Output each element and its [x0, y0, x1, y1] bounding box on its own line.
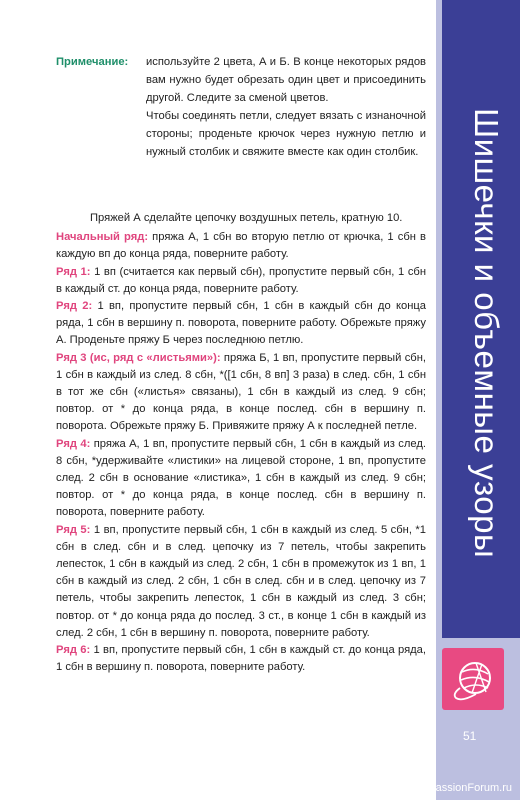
intro-text: Пряжей А сделайте цепочку воздушных петель, кратную 10.: [90, 212, 403, 224]
row-label: Ряд 1:: [56, 265, 91, 278]
row-text: 1 вп (считается как первый сбн), пропустите первый сбн, 1 сбн в каждый ст. до конца ряда, поверните работу.: [56, 265, 426, 295]
row-instruction: [56, 264, 426, 298]
watermark: PassionForum.ru: [428, 782, 512, 794]
chapter-title: Шишечки и объемные узоры: [468, 108, 505, 559]
row-label: Ряд 5:: [56, 523, 91, 536]
row-text: 1 вп, пропустите первый сбн, 1 сбн в каждый ст. до конца ряда, 1 сбн в вершину п. поворота, поверните работу.: [56, 644, 426, 674]
page-number: 51: [463, 729, 477, 743]
yarn-ball-icon: [442, 648, 504, 710]
note-block: [56, 53, 426, 161]
row-label: Ряд 6:: [56, 644, 91, 657]
row-instruction: [56, 229, 426, 263]
row-text: 1 вп, пропустите первый сбн, 1 сбн в каждый из след. 5 сбн, *1 сбн в след. сбн и в след. цепочку из 7 петель, чтобы закрепить лепесток, 1 сбн в каждый из след. 2 сбн, 1 сбн в промежуток из 1 вп, 1 сбн в каждый из след. 2 сбн, 1 сбн в след. сбн и в след. цепочку из 7 петель, чтобы закрепить лепесток, 1 сбн в каждый из след. 3 сбн; повтор. от * до конца ряда до послед. 3 ст., в конце 1 сбн в каждый из след. 2 сбн, 1 сбн в вершину п. поворота, поверните работу.: [56, 523, 427, 639]
row-instruction: [56, 522, 426, 642]
row-label: Ряд 3 (ис, ряд с «листьями»):: [56, 351, 221, 364]
row-instruction: [56, 350, 426, 436]
row-text: пряжа А, 1 вп, пропустите первый сбн, 1 сбн в каждый из след. 8 сбн, *удерживайте «листики» на лицевой стороне, 1 вп, пропустите след. 2 сбн в основание «листика», 1 сбн в каждый из след. 9 сбн; повтор. от * до конца ряда, в конце послед. сбн в вершину п. поворота, поверните работу.: [56, 437, 427, 519]
row-instruction: [56, 436, 426, 522]
row-text: 1 вп, пропустите первый сбн, 1 сбн в каждый сбн до конца ряда, 1 сбн в вершину п. поворота, поверните работу. Обрежьте пряжу А. Проденьте пряжу Б через последнюю петлю.: [56, 300, 427, 347]
row-instruction: [56, 642, 426, 676]
note-label: Примечание:: [56, 56, 129, 68]
row-label: Ряд 2:: [56, 300, 93, 313]
row-instruction: [56, 298, 426, 350]
instructions: [56, 210, 426, 676]
row-text: пряжа Б, 1 вп, пропустите первый сбн, 1 сбн в каждый из след. 8 сбн, *([1 сбн, 8 вп] 3 раза) в след. сбн, 1 сбн в тот же сбн («листья» связаны), 1 сбн в каждый из след. 9 сбн; повтор. от * до конца ряда, в конце послед. сбн в вершину п. поворота. Обрежьте пряжу Б. Привяжите пряжу А к последней петле.: [56, 351, 426, 433]
row-text: пряжа А, 1 сбн во вторую петлю от крючка, 1 сбн в каждую вп до конца ряда, поверните работу.: [56, 231, 426, 261]
note-paragraph: используйте 2 цвета, А и Б. В конце некоторых рядов вам нужно будет обрезать один цвет и присоединить другой. Следите за сменой цветов.: [146, 56, 426, 104]
note-paragraph: Чтобы соединять петли, следует вязать с изнаночной стороны; проденьте крючок через нужную петлю и нужный столбик и свяжите вместе как один столбик.: [146, 110, 426, 158]
row-label: Начальный ряд:: [56, 231, 149, 244]
row-label: Ряд 4:: [56, 437, 91, 450]
